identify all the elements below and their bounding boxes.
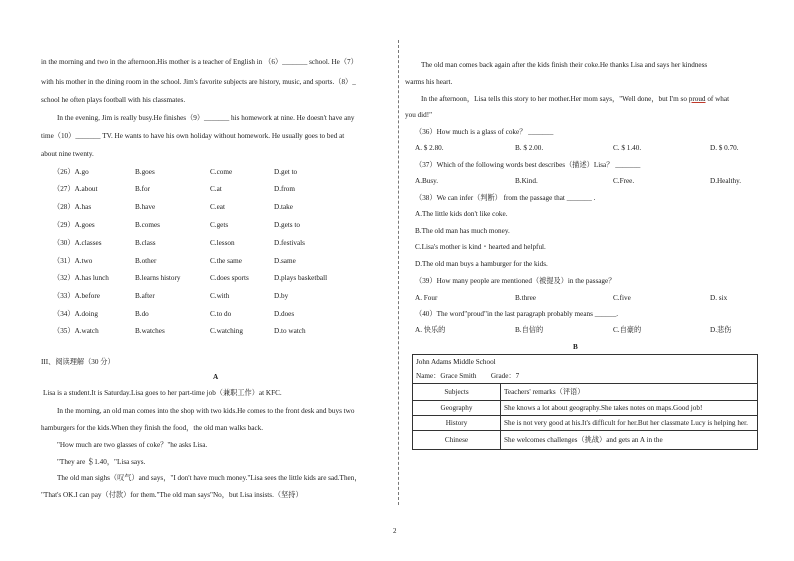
remark-cell: She welcomes challenges（挑战）and gets an A in the [501,431,758,450]
table-row [413,384,758,401]
table-header-row [413,355,758,368]
option-a: A. 快乐的 [415,326,446,334]
remark-cell: She is not very good at his.It's difficult for her.But her classmate Lucy is helping her. [501,416,758,431]
option-c: C.at [210,185,222,193]
table-row [413,416,758,431]
option-d: D.does [274,310,295,318]
table-row [413,431,758,450]
option-a: A.The little kids don't like coke. [415,210,508,218]
option-a: （29）A.goes [53,221,95,229]
passage-line: time（10）_______ TV. He wants to have his own holiday without homework. He usually goes to bed at [41,132,345,140]
option-b: B.three [515,294,536,302]
part-a-heading: A [213,373,219,381]
passage-line: you did!" [405,111,433,119]
option-d: D.gets to [274,221,300,229]
option-b: B.comes [135,221,160,229]
passage-line: Lisa is a student.It is Saturday.Lisa goes to her part-time job（兼职工作）at KFC. [43,389,282,397]
option-c: C.with [210,292,230,300]
underlined-word: proud [688,95,706,103]
option-d: D.The old man buys a hamburger for the kids. [415,260,548,268]
passage-line: "How much are two glasses of coke？"he asks Lisa. [57,441,208,449]
option-b: B.have [135,203,156,211]
option-d: D.by [274,292,289,300]
question-40: （40）The word"proud"in the last paragraph probably means ______. [415,310,619,318]
question-37: （37）Which of the following words best describes（描述）Lisa？ _______ [415,161,641,169]
option-b: B.Kind. [515,177,538,185]
option-b: B.learns history [135,274,181,282]
option-b: B. $ 2.00. [515,144,544,152]
option-d: D. $ 0.70. [710,144,739,152]
passage-line: The old man comes back again after the kids finish their coke.He thanks Lisa and says her kindness [421,61,708,69]
column-header-remarks: Teachers' remarks（评语） [501,384,758,401]
passage-line: in the morning and two in the afternoon.His mother is a teacher of English in （6）_______ school. He（7） [41,58,358,66]
text-segment: In the afternoon，Lisa tells this story to her mother.Her mom says，"Well done，but I'm so [421,95,689,103]
option-a: （28）A.has [53,203,92,211]
option-c: C.Free. [613,177,635,185]
passage-line: with his mother in the dining room in the school. Jim's favorite subjects are history, music, and sports.（8）_ [41,78,356,86]
option-a: （33）A.before [53,292,100,300]
question-36: （36）How much is a glass of coke？ _______ [415,128,554,136]
question-38: （38）We can infer（判断） from the passage that _______ . [415,194,596,202]
option-a: A.Busy. [415,177,439,185]
option-a: A. $ 2.80. [415,144,444,152]
option-a: （35）A.watch [53,327,99,335]
option-b: B.after [135,292,155,300]
option-d: D.plays basketball [274,274,328,282]
option-c: C.eat [210,203,225,211]
option-b: B.The old man has much money. [415,227,510,235]
option-b: B.goes [135,168,155,176]
option-c: C.the same [210,257,242,265]
column-divider [398,40,399,505]
option-c: C.five [613,294,631,302]
option-c: C.gets [210,221,229,229]
option-d: D. six [710,294,728,302]
passage-line: about nine twenty. [41,150,94,158]
option-c: C.does sports [210,274,249,282]
subject-cell: Geography [413,401,501,416]
option-a: A. Four [415,294,438,302]
student-name: Name：Grace Smith [416,372,477,380]
option-d: D.same [274,257,296,265]
option-d: D.Healthy. [710,177,742,185]
student-info-row [413,367,758,384]
passage-line: "That's OK.I can pay（付款）for them."The old man says"No，but Lisa insists.（坚持） [41,491,303,499]
option-c: C.Lisa's mother is kind・hearted and helpful. [415,243,546,251]
table-row [413,401,758,416]
text-segment: of what [705,95,730,103]
option-a: （32）A.has lunch [53,274,109,282]
passage-line: "They are ＄1.40，"Lisa says. [57,458,146,466]
option-c: C.lesson [210,239,235,247]
option-a: （26）A.go [53,168,89,176]
option-d: D.from [274,185,295,193]
option-d: D.festivals [274,239,305,247]
student-info [413,367,758,384]
option-b: B.other [135,257,157,265]
option-d: D.take [274,203,293,211]
passage-line: In the morning, an old man comes into the shop with two kids.He comes to the front desk and buys two [57,407,355,415]
passage-line: warms his heart. [405,78,453,86]
passage-line [421,94,729,104]
option-c: C. $ 1.40. [613,144,642,152]
page-number: 2 [393,527,397,535]
option-b: B.do [135,310,149,318]
option-c: C.come [210,168,233,176]
option-a: （30）A.classes [53,239,102,247]
option-d: D.悲伤 [710,326,732,334]
option-b: B.自信的 [515,326,544,334]
student-grade: Grade：7 [490,372,520,380]
option-a: （27）A.about [53,185,98,193]
teachers-remarks-table [412,354,758,450]
subject-cell: History [413,416,501,431]
option-a: （34）A.doing [53,310,98,318]
option-b: B.watches [135,327,165,335]
question-39: （39）How many people are mentioned（被提及）in the passage？ [415,277,616,285]
option-c: C.watching [210,327,243,335]
passage-line: In the evening, Jim is really busy.He finishes（9）_______ his homework at nine. He doesn't have any [57,114,355,122]
option-a: （31）A.two [53,257,93,265]
option-b: B.for [135,185,150,193]
subject-cell: Chinese [413,431,501,450]
option-c: C.自豪的 [613,326,642,334]
school-name: John Adams Middle School [413,355,758,368]
section-heading: III、阅读理解（30 分） [41,358,115,366]
option-d: D.to watch [274,327,306,335]
passage-line: The old man sighs（叹气）and says，"I don't have much money."Lisa sees the little kids are sad.Then， [57,474,362,482]
option-c: C.to do [210,310,232,318]
option-d: D.get to [274,168,298,176]
option-b: B.class [135,239,156,247]
column-header-subjects: Subjects [413,384,501,401]
part-b-heading: B [573,343,578,351]
passage-line: school he often plays football with his classmates. [41,96,186,104]
remark-cell: She knows a lot about geography.She takes notes on maps.Good job! [501,401,758,416]
passage-line: hamburgers for the kids.When they finish the food，the old man walks back. [41,424,264,432]
